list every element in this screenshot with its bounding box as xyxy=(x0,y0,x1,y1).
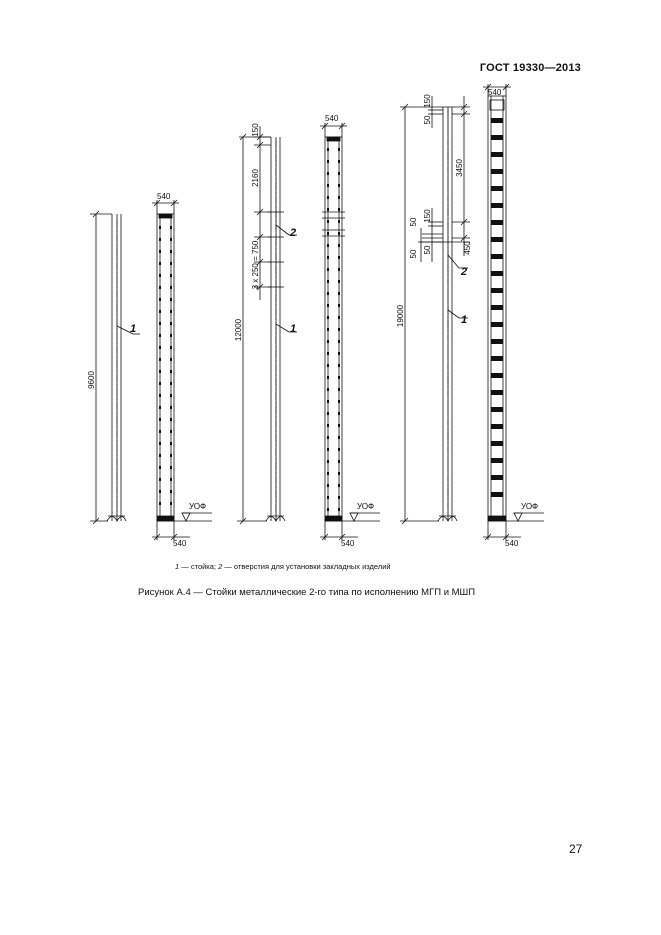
legend-text-2: — отверстия для установки закладных изделий xyxy=(222,562,391,571)
hole-block-col3 xyxy=(491,356,503,361)
hole-mark-col1 xyxy=(159,358,161,361)
hole-mark-col2 xyxy=(338,340,340,343)
legend-number-1: 1 xyxy=(175,562,180,571)
dim-150-col3: 150 xyxy=(423,94,432,108)
callout-2-col3: 2 xyxy=(461,266,468,278)
hole-mark-col2 xyxy=(338,220,340,223)
dim-2160: 2160 xyxy=(251,169,260,187)
legend-number-2: 2 xyxy=(218,562,223,571)
hole-mark-col1 xyxy=(159,502,161,505)
hole-mark-col1 xyxy=(170,478,172,481)
hole-mark-col1 xyxy=(170,502,172,505)
hole-mark-col1 xyxy=(159,262,161,265)
dim-150-col2: 150 xyxy=(251,123,260,137)
hole-mark-col1 xyxy=(170,298,172,301)
hole-mark-col2 xyxy=(327,268,329,271)
hole-mark-col2 xyxy=(327,388,329,391)
hole-block-col3 xyxy=(491,339,503,344)
callout-1-col2: 1 xyxy=(290,323,297,335)
hole-mark-col2 xyxy=(327,400,329,403)
hole-mark-col1 xyxy=(159,394,161,397)
hole-block-col3 xyxy=(491,135,503,140)
perforation-marks xyxy=(159,118,503,511)
hole-block-col3 xyxy=(491,254,503,259)
hole-mark-col2 xyxy=(327,208,329,211)
hole-mark-col1 xyxy=(159,442,161,445)
hole-mark-col1 xyxy=(170,430,172,433)
hole-mark-col1 xyxy=(159,322,161,325)
hole-mark-col2 xyxy=(338,376,340,379)
hole-block-col3 xyxy=(491,220,503,225)
hole-mark-col1 xyxy=(159,334,161,337)
dim-540-top-2: 540 xyxy=(325,114,339,123)
hole-block-col3 xyxy=(491,118,503,123)
hole-mark-col1 xyxy=(170,250,172,253)
hole-block-col3 xyxy=(491,203,503,208)
dim-height-9600: 9600 xyxy=(87,371,96,389)
hole-mark-col2 xyxy=(338,400,340,403)
hole-mark-col2 xyxy=(338,184,340,187)
hole-mark-col2 xyxy=(327,340,329,343)
hole-mark-col2 xyxy=(338,436,340,439)
dim-540-top-1: 540 xyxy=(157,192,171,201)
hole-mark-col2 xyxy=(327,448,329,451)
level-label-1: УОФ xyxy=(189,502,207,511)
hole-mark-col2 xyxy=(327,304,329,307)
hole-mark-col2 xyxy=(338,292,340,295)
hole-mark-col1 xyxy=(170,358,172,361)
hole-mark-col1 xyxy=(170,226,172,229)
hole-mark-col1 xyxy=(159,238,161,241)
hole-block-col3 xyxy=(491,271,503,276)
hole-block-col3 xyxy=(491,492,503,497)
hole-mark-col2 xyxy=(327,436,329,439)
hole-mark-col1 xyxy=(159,298,161,301)
hole-mark-col1 xyxy=(159,226,161,229)
hole-mark-col1 xyxy=(170,454,172,457)
hole-mark-col1 xyxy=(170,418,172,421)
hole-mark-col2 xyxy=(338,244,340,247)
hole-mark-col2 xyxy=(327,472,329,475)
dim-50-c: 50 xyxy=(409,249,418,259)
hole-mark-col2 xyxy=(338,424,340,427)
hole-mark-col1 xyxy=(170,322,172,325)
hole-mark-col2 xyxy=(327,412,329,415)
level-label-3: УОФ xyxy=(521,502,539,511)
callout-2-col2: 2 xyxy=(290,227,297,239)
hole-mark-col1 xyxy=(159,478,161,481)
dim-450: 450 xyxy=(463,241,472,255)
hole-mark-col2 xyxy=(327,316,329,319)
hole-mark-col2 xyxy=(338,364,340,367)
hole-mark-col2 xyxy=(327,328,329,331)
hole-mark-col1 xyxy=(159,466,161,469)
hole-mark-col1 xyxy=(170,490,172,493)
hole-mark-col2 xyxy=(327,292,329,295)
hole-mark-col2 xyxy=(327,508,329,511)
hole-mark-col2 xyxy=(338,472,340,475)
hole-block-col3 xyxy=(491,390,503,395)
hole-mark-col1 xyxy=(170,262,172,265)
hole-mark-col2 xyxy=(338,280,340,283)
hole-mark-col2 xyxy=(327,256,329,259)
hole-mark-col1 xyxy=(159,490,161,493)
hole-mark-col2 xyxy=(338,304,340,307)
hole-mark-col1 xyxy=(170,334,172,337)
dim-3450: 3450 xyxy=(455,159,464,177)
figure-caption: Рисунок А.4 — Стойки металлические 2-го типа по исполнению МГП и МШП xyxy=(138,587,476,598)
hole-mark-col2 xyxy=(327,352,329,355)
column-1-side-view xyxy=(90,211,140,524)
hole-mark-col1 xyxy=(170,370,172,373)
hole-block-col3 xyxy=(491,152,503,157)
callout-1-col3: 1 xyxy=(461,314,468,326)
dim-50-b: 50 xyxy=(409,217,418,227)
legend-text-1: — стойка; xyxy=(179,562,219,571)
hole-mark-col2 xyxy=(338,232,340,235)
hole-mark-col2 xyxy=(327,196,329,199)
hole-mark-col1 xyxy=(170,394,172,397)
hole-mark-col1 xyxy=(170,310,172,313)
hole-mark-col1 xyxy=(170,274,172,277)
hole-mark-col2 xyxy=(338,448,340,451)
hole-mark-col2 xyxy=(327,280,329,283)
hole-mark-col1 xyxy=(170,238,172,241)
hole-mark-col1 xyxy=(159,346,161,349)
hole-mark-col2 xyxy=(327,244,329,247)
hole-block-col3 xyxy=(491,407,503,412)
hole-mark-col2 xyxy=(338,352,340,355)
hole-block-col3 xyxy=(491,288,503,293)
hole-mark-col1 xyxy=(170,286,172,289)
dim-540-bottom-2: 540 xyxy=(341,539,355,548)
hole-mark-col2 xyxy=(338,256,340,259)
hole-mark-col1 xyxy=(170,442,172,445)
hole-block-col3 xyxy=(491,169,503,174)
hole-mark-col2 xyxy=(327,184,329,187)
hole-mark-col2 xyxy=(338,208,340,211)
hole-mark-col1 xyxy=(159,370,161,373)
hole-block-col3 xyxy=(491,373,503,378)
hole-mark-col2 xyxy=(327,232,329,235)
hole-mark-col2 xyxy=(327,364,329,367)
hole-mark-col2 xyxy=(338,196,340,199)
hole-mark-col1 xyxy=(170,466,172,469)
hole-mark-col1 xyxy=(170,406,172,409)
hole-mark-col2 xyxy=(338,412,340,415)
hole-mark-col1 xyxy=(159,454,161,457)
dim-150-mid: 150 xyxy=(423,209,432,223)
standard-number: ГОСТ 19330—2013 xyxy=(479,62,581,74)
hole-mark-col1 xyxy=(159,274,161,277)
dim-50-a: 50 xyxy=(423,115,432,125)
hole-mark-col1 xyxy=(159,250,161,253)
hole-block-col3 xyxy=(491,237,503,242)
hole-block-col3 xyxy=(491,322,503,327)
dim-height-19000: 19000 xyxy=(396,304,405,328)
column-2-side-view xyxy=(237,126,297,524)
hole-mark-col2 xyxy=(338,160,340,163)
hole-mark-col1 xyxy=(159,406,161,409)
hole-mark-col1 xyxy=(159,382,161,385)
hole-block-col3 xyxy=(491,424,503,429)
dim-50-d: 50 xyxy=(423,245,432,255)
hole-mark-col2 xyxy=(327,496,329,499)
hole-mark-col1 xyxy=(159,310,161,313)
hole-block-col3 xyxy=(491,475,503,480)
hole-mark-col1 xyxy=(159,430,161,433)
hole-mark-col2 xyxy=(338,172,340,175)
dim-3x250: 3 х 250 = 750 xyxy=(251,240,260,290)
hole-block-col3 xyxy=(491,441,503,446)
hole-mark-col2 xyxy=(327,160,329,163)
hole-mark-col2 xyxy=(327,148,329,151)
hole-block-col3 xyxy=(491,458,503,463)
hole-mark-col2 xyxy=(338,388,340,391)
level-label-2: УОФ xyxy=(357,502,375,511)
hole-mark-col2 xyxy=(338,148,340,151)
dim-540-bottom-3: 540 xyxy=(505,539,519,548)
hole-mark-col2 xyxy=(338,268,340,271)
hole-mark-col1 xyxy=(170,346,172,349)
callout-1-col1: 1 xyxy=(130,323,137,335)
hole-mark-col2 xyxy=(327,424,329,427)
hole-mark-col2 xyxy=(327,460,329,463)
hole-mark-col2 xyxy=(338,484,340,487)
hole-mark-col1 xyxy=(159,418,161,421)
dim-height-12000: 12000 xyxy=(234,318,243,342)
hole-mark-col2 xyxy=(338,496,340,499)
dim-540-bottom-1: 540 xyxy=(173,539,187,548)
hole-mark-col2 xyxy=(327,220,329,223)
hole-mark-col2 xyxy=(338,328,340,331)
hole-mark-col2 xyxy=(338,508,340,511)
dim-540-top-3: 540 xyxy=(488,88,502,97)
hole-mark-col1 xyxy=(159,286,161,289)
hole-mark-col2 xyxy=(327,484,329,487)
hole-mark-col2 xyxy=(338,460,340,463)
hole-mark-col2 xyxy=(327,172,329,175)
figure-legend xyxy=(175,562,391,571)
hole-mark-col2 xyxy=(338,316,340,319)
hole-block-col3 xyxy=(491,186,503,191)
page-number: 27 xyxy=(569,842,583,856)
hole-block-col3 xyxy=(491,305,503,310)
hole-mark-col1 xyxy=(170,382,172,385)
hole-mark-col2 xyxy=(327,376,329,379)
